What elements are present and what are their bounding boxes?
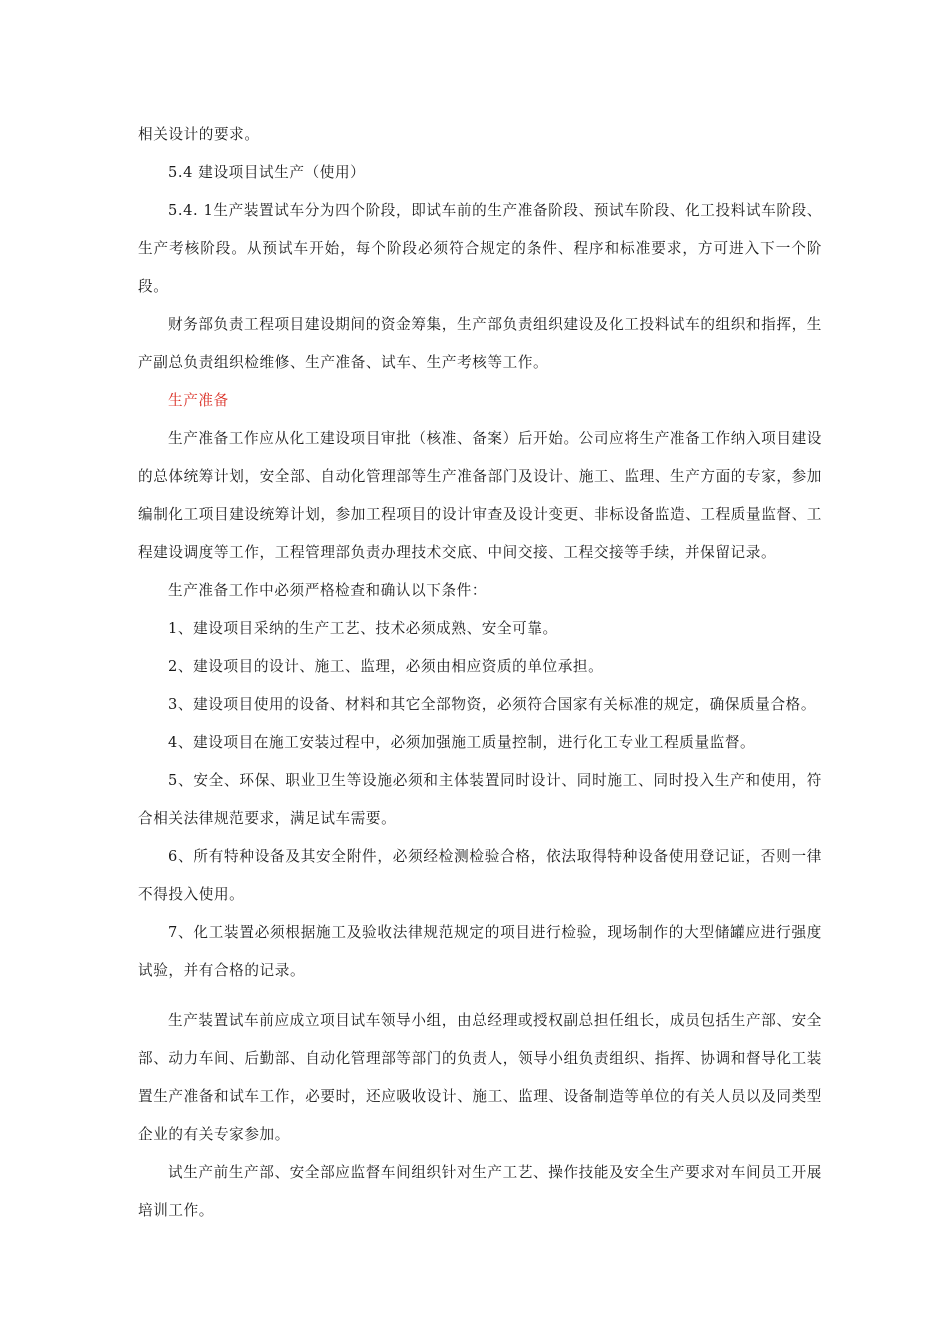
section-heading-5-4: 5.4 建设项目试生产（使用） [168, 164, 366, 181]
list-item-6: 6、所有特种设备及其安全附件，必须经检测检验合格，依法取得特种设备使用登记证，否则一律不得投入使用。 [138, 848, 822, 903]
list-item-3: 3、建设项目使用的设备、材料和其它全部物资，必须符合国家有关标准的规定，确保质量合格。 [168, 696, 817, 713]
paragraph-conditions-intro: 生产准备工作中必须严格检查和确认以下条件： [168, 582, 488, 599]
paragraph-trial-leadership-group: 生产装置试车前应成立项目试车领导小组，由总经理或授权副总担任组长，成员包括生产部、安全部、动力车间、后勤部、自动化管理部等部门的负责人，领导小组负责组织、指挥、协调和督导化工装置生产准备和试车工作，必要时，还应吸收设计、施工、监理、设备制造等单位的有关人员以及同类型企业的有关专家参加。 [138, 1012, 822, 1143]
list-item-5: 5、安全、环保、职业卫生等设施必须和主体装置同时设计、同时施工、同时投入生产和使用，符合相关法律规范要求，满足试车需要。 [138, 772, 822, 827]
paragraph-training: 试生产前生产部、安全部应监督车间组织针对生产工艺、操作技能及安全生产要求对车间员工开展培训工作。 [138, 1164, 822, 1219]
document-body [138, 116, 822, 1230]
paragraph-spacer [138, 990, 822, 1002]
paragraph-5-4-1: 5.4. 1生产装置试车分为四个阶段，即试车前的生产准备阶段、预试车阶段、化工投料试车阶段、生产考核阶段。从预试车开始，每个阶段必须符合规定的条件、程序和标准要求，方可进入下一个阶段。 [138, 202, 822, 295]
subheading-production-preparation: 生产准备 [168, 392, 229, 409]
paragraph-preparation-start: 生产准备工作应从化工建设项目审批（核准、备案）后开始。公司应将生产准备工作纳入项目建设的总体统筹计划，安全部、自动化管理部等生产准备部门及设计、施工、监理、生产方面的专家，参加编制化工项目建设统筹计划，参加工程项目的设计审查及设计变更、非标设备监造、工程质量监督、工程建设调度等工作，工程管理部负责办理技术交底、中间交接、工程交接等手续，并保留记录。 [138, 430, 822, 561]
paragraph-finance-responsibility: 财务部负责工程项目建设期间的资金筹集，生产部负责组织建设及化工投料试车的组织和指挥，生产副总负责组织检维修、生产准备、试车、生产考核等工作。 [138, 316, 822, 371]
list-item-4: 4、建设项目在施工安装过程中，必须加强施工质量控制，进行化工专业工程质量监督。 [168, 734, 756, 751]
list-item-1: 1、建设项目采纳的生产工艺、技术必须成熟、安全可靠。 [168, 620, 558, 637]
paragraph-design-requirement: 相关设计的要求。 [138, 126, 260, 143]
list-item-2: 2、建设项目的设计、施工、监理，必须由相应资质的单位承担。 [168, 658, 604, 675]
list-item-7: 7、化工装置必须根据施工及验收法律规范规定的项目进行检验，现场制作的大型储罐应进行强度试验，并有合格的记录。 [138, 924, 822, 979]
